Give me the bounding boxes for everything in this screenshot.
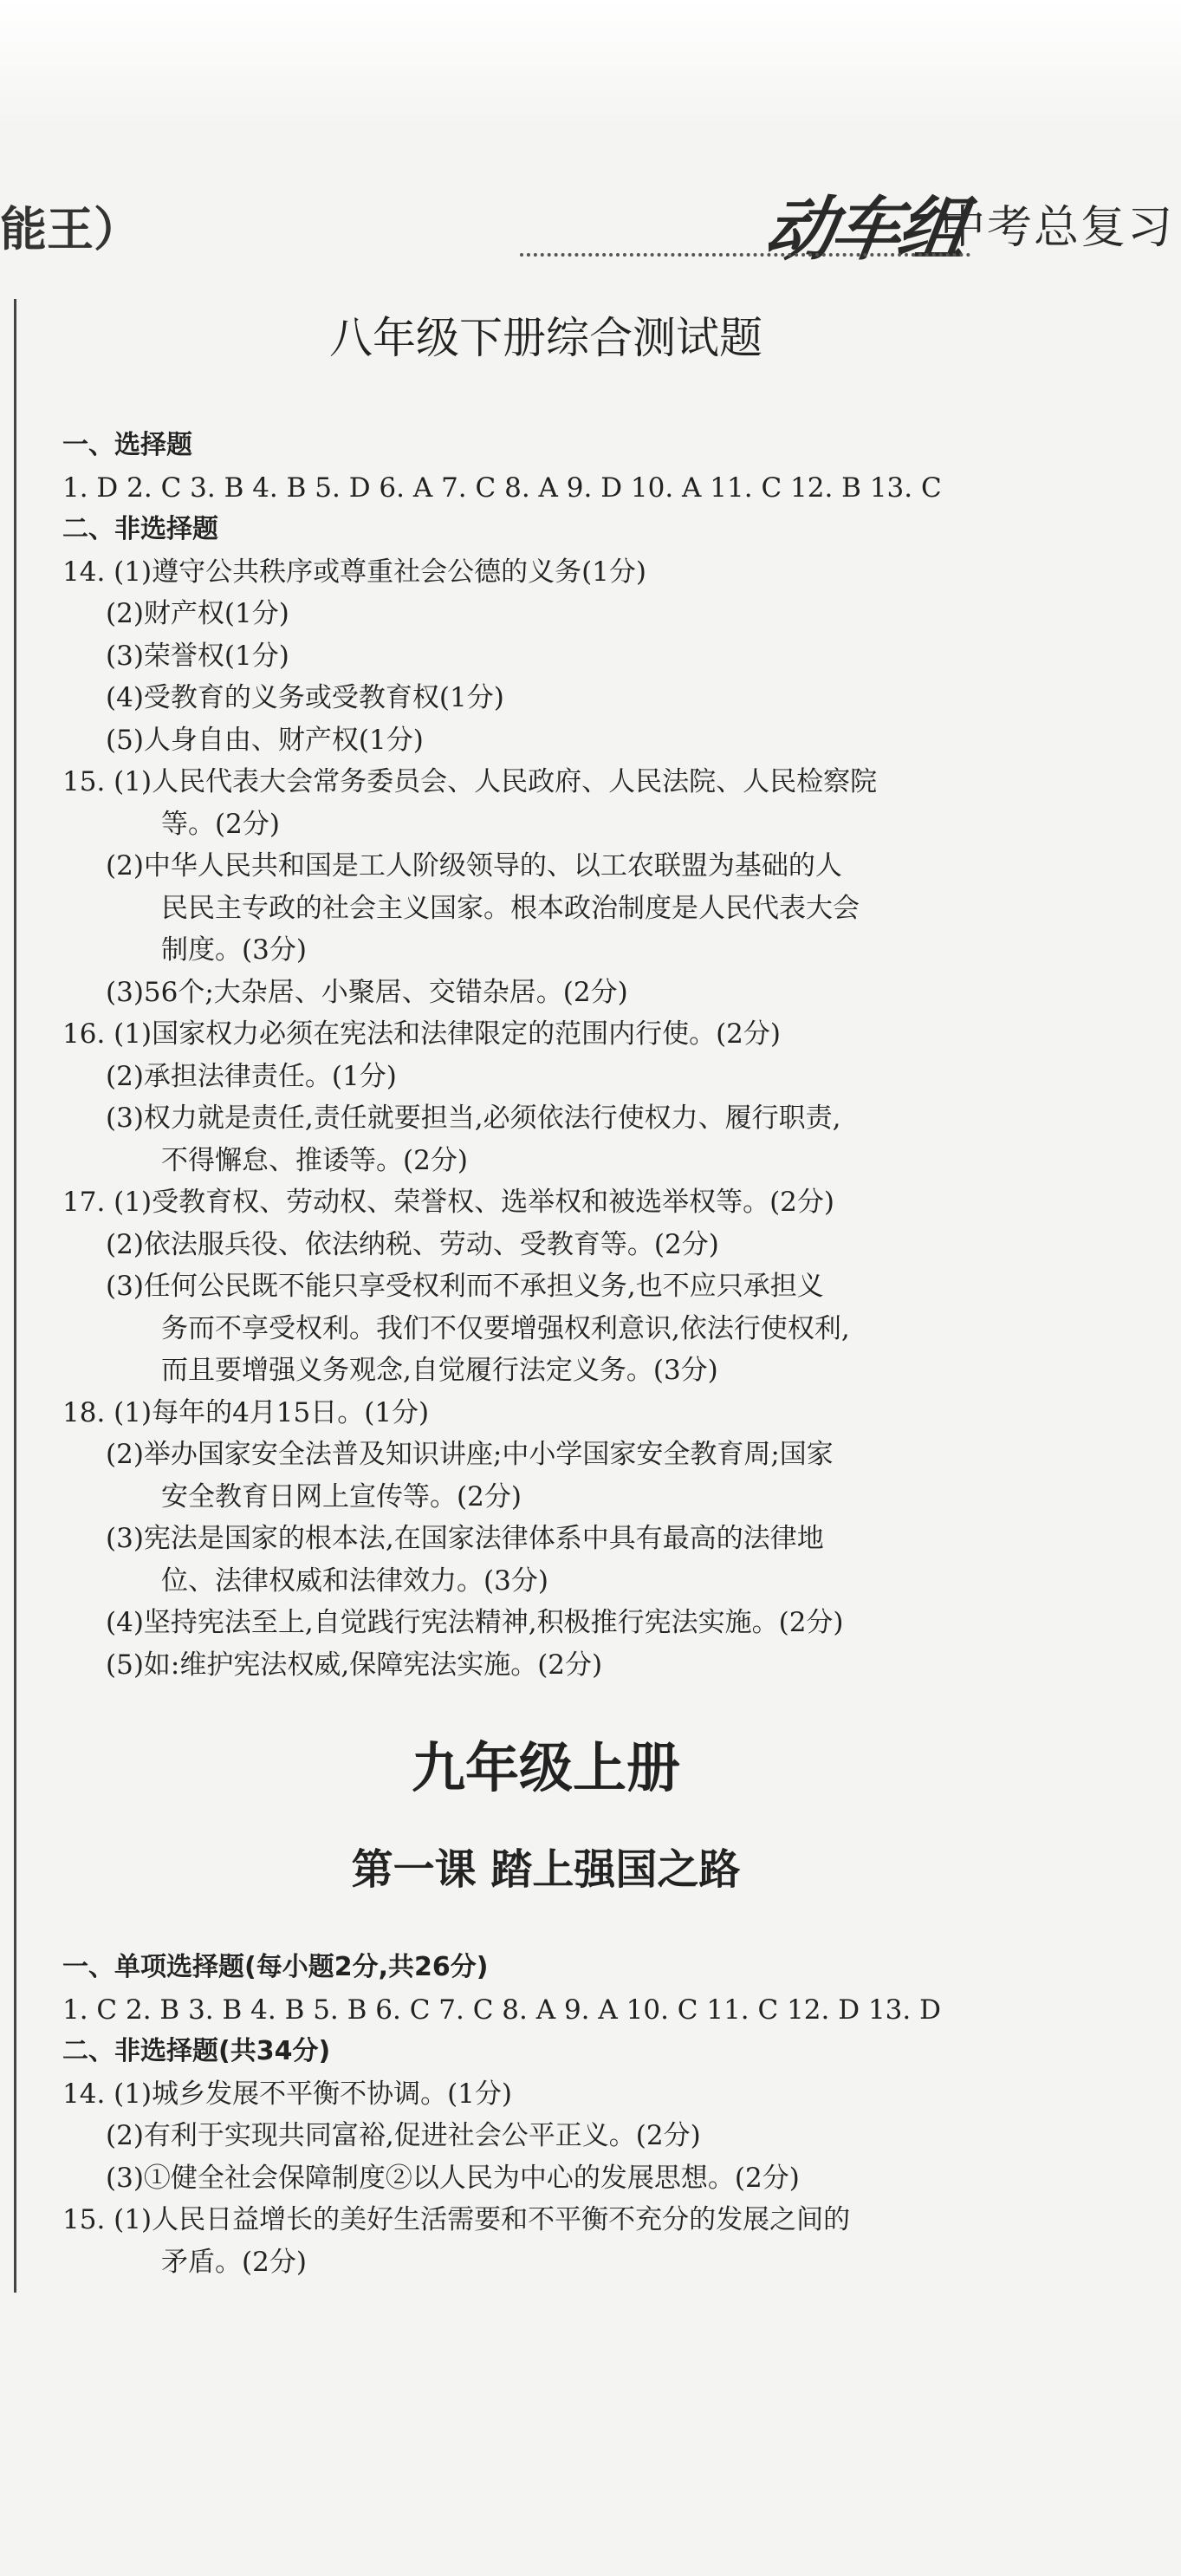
section-heading: 二、非选择题 [62,514,218,544]
answer-line: 位、法律权威和法律效力。(3分) [161,1564,548,1597]
section-heading: 一、单项选择题(每小题2分,共26分) [62,1952,489,1982]
answer-line: (2)依法服兵役、依法纳税、劳动、受教育等。(2分) [106,1228,719,1260]
answer-line: 15. (1)人民日益增长的美好生活需要和不平衡不充分的发展之间的 [62,2204,851,2235]
section2-title: 九年级上册 [411,1736,680,1799]
answer-line: (3)权力就是责任,责任就要担当,必须依法行使权力、履行职责, [106,1103,841,1134]
answer-line: 制度。(3分) [161,934,307,966]
answer-line: 14. (1)城乡发展不平衡不协调。(1分) [62,2078,512,2110]
answer-line: 不得懈怠、推诿等。(2分) [161,1144,468,1176]
answer-line: (3)①健全社会保障制度②以人民为中心的发展思想。(2分) [106,2162,800,2194]
answer-line: (3)宪法是国家的根本法,在国家法律体系中具有最高的法律地 [106,1523,824,1554]
answer-line: 安全教育日网上宣传等。(2分) [161,1480,522,1512]
answer-line: (4)受教育的义务或受教育权(1分) [106,682,504,713]
header-left-fragment: 能王） [0,202,140,257]
answer-line: 1. C 2. B 3. B 4. B 5. B 6. C 7. C 8. A 9. A 10. C 11. C 12. D 13. D [62,1994,941,2026]
header-dotted-rule [520,253,970,257]
answer-line: (3)任何公民既不能只享受权利而不承担义务,也不应只承担义 [106,1271,824,1302]
answer-line: (2)有利于实现共同富裕,促进社会公平正义。(2分) [106,2120,701,2151]
answer-line: 1. D 2. C 3. B 4. B 5. D 6. A 7. C 8. A 9. D 10. A 11. C 12. B 13. C [62,472,942,504]
answer-line: 务而不享受权利。我们不仅要增强权利意识,依法行使权利, [161,1312,850,1344]
section2-subtitle: 第一课 踏上强国之路 [351,1845,741,1894]
answer-line: (5)如:维护宪法权威,保障宪法实施。(2分) [106,1649,603,1681]
answer-line: (2)中华人民共和国是工人阶级领导的、以工农联盟为基础的人 [106,850,842,881]
section1-answers [62,425,964,1686]
answer-line: 民民主专政的社会主义国家。根本政治制度是人民代表大会 [161,892,860,924]
brand-logo: 动车组 [760,188,970,270]
answer-line: 矛盾。(2分) [161,2246,307,2278]
section-heading: 二、非选择题(共34分) [62,2036,331,2066]
answer-line: 而且要增强义务观念,自觉履行法定义务。(3分) [161,1355,718,1386]
section1-title: 八年级下册综合测试题 [329,313,762,363]
page-top-shading [0,0,1181,130]
answer-line: 15. (1)人民代表大会常务委员会、人民政府、人民法院、人民检察院 [62,766,878,797]
answer-line: (2)举办国家安全法普及知识讲座;中小学国家安全教育周;国家 [106,1439,834,1470]
answer-line: (2)承担法律责任。(1分) [106,1060,397,1092]
answer-line: 16. (1)国家权力必须在宪法和法律限定的范围内行使。(2分) [62,1018,781,1050]
answer-line: (5)人身自由、财产权(1分) [106,724,424,756]
answer-line: (3)荣誉权(1分) [106,640,289,672]
answer-line: (4)坚持宪法至上,自觉践行宪法精神,积极推行宪法实施。(2分) [106,1607,844,1638]
answer-line: 等。(2分) [161,808,280,840]
answer-line: (3)56个;大杂居、小聚居、交错杂居。(2分) [106,976,628,1008]
section2-answers [62,1947,964,2283]
left-margin-rule [14,299,16,2293]
answer-line: 17. (1)受教育权、劳动权、荣誉权、选举权和被选举权等。(2分) [62,1187,834,1218]
series-title: 中考总复习 [939,202,1174,254]
answer-line: (2)财产权(1分) [106,598,289,629]
section-heading: 一、选择题 [62,430,192,460]
answer-line: 14. (1)遵守公共秩序或尊重社会公德的义务(1分) [62,556,646,588]
answer-line: 18. (1)每年的4月15日。(1分) [62,1396,430,1428]
